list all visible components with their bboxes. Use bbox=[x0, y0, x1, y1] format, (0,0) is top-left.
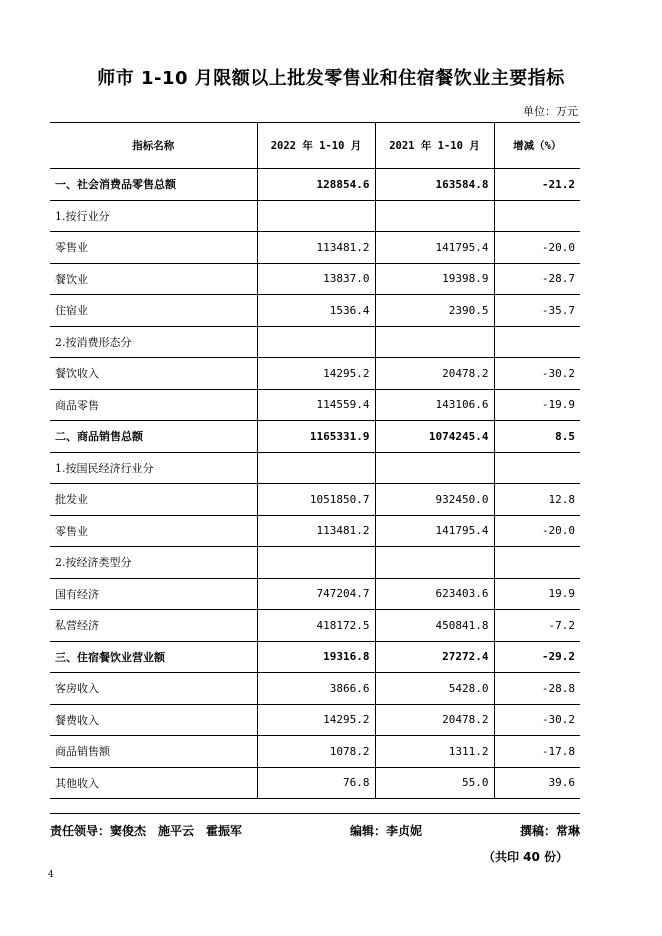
value-2021-cell bbox=[375, 200, 494, 232]
indicator-name-cell: 住宿业 bbox=[50, 295, 257, 327]
table-row bbox=[50, 295, 580, 327]
value-2022-cell: 14295.2 bbox=[257, 704, 375, 736]
indicator-name-cell: 商品销售额 bbox=[50, 736, 257, 768]
header-2021: 2021 年 1-10 月 bbox=[375, 123, 494, 169]
header-change: 增减（%） bbox=[494, 123, 580, 169]
value-2022-cell: 76.8 bbox=[257, 767, 375, 799]
value-2022-cell bbox=[257, 326, 375, 358]
value-2021-cell: 141795.4 bbox=[375, 515, 494, 547]
indicator-name-cell: 客房收入 bbox=[50, 673, 257, 705]
indicator-name-cell: 餐饮收入 bbox=[50, 358, 257, 390]
indicator-name-cell: 批发业 bbox=[50, 484, 257, 516]
value-2021-cell bbox=[375, 452, 494, 484]
footer-divider bbox=[50, 813, 580, 814]
value-2021-cell: 5428.0 bbox=[375, 673, 494, 705]
indicator-name-cell: 二、商品销售总额 bbox=[50, 421, 257, 453]
value-2022-cell: 114559.4 bbox=[257, 389, 375, 421]
table-row bbox=[50, 673, 580, 705]
page-number: 4 bbox=[48, 870, 54, 880]
value-2022-cell: 113481.2 bbox=[257, 515, 375, 547]
indicator-name-cell: 餐饮业 bbox=[50, 263, 257, 295]
value-2021-cell: 20478.2 bbox=[375, 358, 494, 390]
change-percent-cell: -19.9 bbox=[494, 389, 580, 421]
value-2021-cell: 1074245.4 bbox=[375, 421, 494, 453]
table-row bbox=[50, 421, 580, 453]
table-row bbox=[50, 515, 580, 547]
value-2021-cell: 623403.6 bbox=[375, 578, 494, 610]
table-row bbox=[50, 767, 580, 799]
indicator-name-cell: 三、住宿餐饮业营业额 bbox=[50, 641, 257, 673]
change-percent-cell: -17.8 bbox=[494, 736, 580, 768]
table-row bbox=[50, 389, 580, 421]
change-percent-cell: 12.8 bbox=[494, 484, 580, 516]
change-percent-cell: -29.2 bbox=[494, 641, 580, 673]
value-2022-cell: 128854.6 bbox=[257, 169, 375, 201]
indicator-name-cell: 商品零售 bbox=[50, 389, 257, 421]
change-percent-cell: -30.2 bbox=[494, 358, 580, 390]
header-2022: 2022 年 1-10 月 bbox=[257, 123, 375, 169]
value-2021-cell: 1311.2 bbox=[375, 736, 494, 768]
indicator-name-cell: 1.按行业分 bbox=[50, 200, 257, 232]
change-percent-cell: 39.6 bbox=[494, 767, 580, 799]
value-2021-cell: 163584.8 bbox=[375, 169, 494, 201]
value-2022-cell: 1536.4 bbox=[257, 295, 375, 327]
change-percent-cell: -30.2 bbox=[494, 704, 580, 736]
value-2022-cell: 13837.0 bbox=[257, 263, 375, 295]
value-2021-cell: 27272.4 bbox=[375, 641, 494, 673]
value-2021-cell: 143106.6 bbox=[375, 389, 494, 421]
value-2022-cell bbox=[257, 200, 375, 232]
table-row bbox=[50, 578, 580, 610]
indicator-name-cell: 零售业 bbox=[50, 232, 257, 264]
table-row bbox=[50, 200, 580, 232]
change-percent-cell bbox=[494, 326, 580, 358]
table-row bbox=[50, 641, 580, 673]
value-2021-cell: 55.0 bbox=[375, 767, 494, 799]
value-2022-cell: 3866.6 bbox=[257, 673, 375, 705]
table-row bbox=[50, 704, 580, 736]
document-title: 师市 1-10 月限额以上批发零售业和住宿餐饮业主要指标 bbox=[97, 68, 565, 89]
table-row bbox=[50, 326, 580, 358]
value-2021-cell: 141795.4 bbox=[375, 232, 494, 264]
change-percent-cell: -21.2 bbox=[494, 169, 580, 201]
table-row bbox=[50, 484, 580, 516]
table-row bbox=[50, 232, 580, 264]
indicator-name-cell: 2.按经济类型分 bbox=[50, 547, 257, 579]
writer: 撰稿：常琳 bbox=[519, 824, 580, 838]
indicators-table bbox=[50, 122, 580, 799]
change-percent-cell: 19.9 bbox=[494, 578, 580, 610]
header-indicator-name: 指标名称 bbox=[50, 123, 257, 169]
value-2022-cell: 19316.8 bbox=[257, 641, 375, 673]
value-2022-cell: 1165331.9 bbox=[257, 421, 375, 453]
footer bbox=[50, 822, 580, 842]
value-2021-cell: 932450.0 bbox=[375, 484, 494, 516]
change-percent-cell: -28.8 bbox=[494, 673, 580, 705]
value-2021-cell: 20478.2 bbox=[375, 704, 494, 736]
value-2021-cell bbox=[375, 326, 494, 358]
indicator-name-cell: 餐费收入 bbox=[50, 704, 257, 736]
indicator-name-cell: 1.按国民经济行业分 bbox=[50, 452, 257, 484]
change-percent-cell: -35.7 bbox=[494, 295, 580, 327]
value-2022-cell: 418172.5 bbox=[257, 610, 375, 642]
indicator-name-cell: 一、社会消费品零售总额 bbox=[50, 169, 257, 201]
table-row bbox=[50, 452, 580, 484]
change-percent-cell: -7.2 bbox=[494, 610, 580, 642]
change-percent-cell bbox=[494, 200, 580, 232]
value-2021-cell: 2390.5 bbox=[375, 295, 494, 327]
value-2022-cell: 1051850.7 bbox=[257, 484, 375, 516]
change-percent-cell: -28.7 bbox=[494, 263, 580, 295]
table-row bbox=[50, 169, 580, 201]
table-row bbox=[50, 263, 580, 295]
value-2021-cell: 450841.8 bbox=[375, 610, 494, 642]
change-percent-cell: -20.0 bbox=[494, 232, 580, 264]
indicator-name-cell: 其他收入 bbox=[50, 767, 257, 799]
value-2022-cell: 1078.2 bbox=[257, 736, 375, 768]
change-percent-cell bbox=[494, 452, 580, 484]
value-2022-cell: 113481.2 bbox=[257, 232, 375, 264]
responsible-leaders: 责任领导：窦俊杰 施平云 霍振军 bbox=[50, 824, 243, 838]
indicator-name-cell: 零售业 bbox=[50, 515, 257, 547]
table-row bbox=[50, 547, 580, 579]
indicator-name-cell: 2.按消费形态分 bbox=[50, 326, 257, 358]
change-percent-cell bbox=[494, 547, 580, 579]
value-2022-cell: 747204.7 bbox=[257, 578, 375, 610]
table-row bbox=[50, 358, 580, 390]
value-2021-cell: 19398.9 bbox=[375, 263, 494, 295]
value-2022-cell bbox=[257, 452, 375, 484]
table-row bbox=[50, 610, 580, 642]
value-2021-cell bbox=[375, 547, 494, 579]
value-2022-cell bbox=[257, 547, 375, 579]
indicator-name-cell: 私营经济 bbox=[50, 610, 257, 642]
table-row bbox=[50, 736, 580, 768]
change-percent-cell: -20.0 bbox=[494, 515, 580, 547]
unit-label: 单位：万元 bbox=[523, 105, 578, 118]
indicator-name-cell: 国有经济 bbox=[50, 578, 257, 610]
editor: 编辑：李贞妮 bbox=[350, 824, 423, 838]
change-percent-cell: 8.5 bbox=[494, 421, 580, 453]
table-header-row bbox=[50, 123, 580, 169]
copies-printed: （共印 40 份） bbox=[482, 850, 568, 864]
value-2022-cell: 14295.2 bbox=[257, 358, 375, 390]
